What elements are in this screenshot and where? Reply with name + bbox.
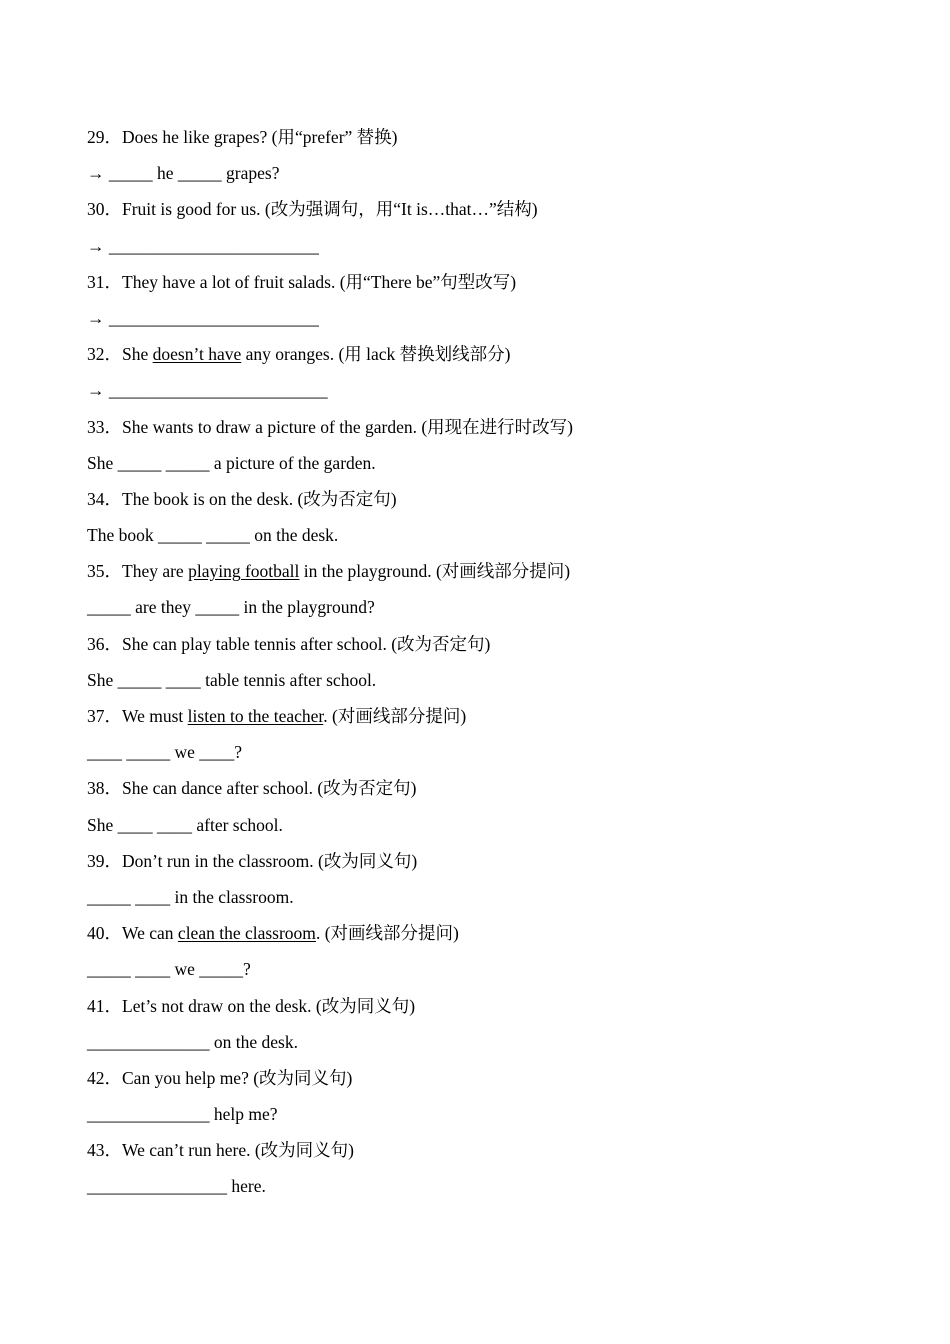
line-text: ____ _____ we ____? [87,742,243,763]
line-text: ______________ on the desk. [87,1031,298,1052]
answer-line [87,1027,887,1063]
underlined-phrase: listen to the teacher [187,706,324,726]
answer-line [87,665,887,701]
line-text: in the playground. (对画线部分提问) [299,561,571,582]
question-number: 34． [87,488,122,509]
question-number: 37． [87,706,122,726]
question-line [87,701,887,737]
question-line [87,991,887,1027]
line-text: any oranges. (用 lack 替换划线部分) [241,344,511,365]
question-line [87,846,887,882]
line-text: ______________ help me? [87,1104,278,1125]
line-text: She can dance after school. (改为否定句) [122,778,417,799]
question-number: 41． [87,995,122,1016]
line-text: → ________________________ [87,235,319,256]
question-number: 39． [87,850,122,871]
question-number: 43． [87,1140,122,1161]
line-text: . (对画线部分提问) [323,706,467,726]
line-text: ________________ here. [87,1176,266,1197]
answer-line [87,231,887,267]
line-text: She ____ ____ after school. [87,814,283,835]
question-line [87,918,887,954]
line-text: Fruit is good for us. (改为强调句，用“It is…that…”结构) [122,199,538,220]
question-number: 40． [87,923,122,944]
question-line [87,484,887,520]
question-number: 32． [87,344,122,365]
line-text: _____ ____ in the classroom. [87,886,294,907]
underlined-phrase: doesn’t have [152,344,242,365]
question-line [87,556,887,592]
worksheet [87,122,887,1208]
line-text: → ________________________ [87,307,319,328]
question-number: 42． [87,1067,122,1088]
line-text: → _________________________ [87,380,328,401]
question-line [87,773,887,809]
line-text: We must [122,706,188,726]
line-text: The book _____ _____ on the desk. [87,525,339,546]
question-line [87,1135,887,1171]
question-line [87,122,887,158]
answer-line [87,954,887,990]
line-text: → _____ he _____ grapes? [87,163,280,184]
question-number: 36． [87,633,122,654]
line-text: Let’s not draw on the desk. (改为同义句) [122,995,416,1016]
answer-line [87,592,887,628]
question-line [87,629,887,665]
question-line [87,1063,887,1099]
line-text: Don’t run in the classroom. (改为同义句) [122,850,418,871]
question-number: 30． [87,199,122,220]
line-text: Does he like grapes? (用“prefer” 替换) [122,127,398,147]
question-number: 38． [87,778,122,799]
line-text: _____ are they _____ in the playground? [87,597,375,618]
answer-line [87,520,887,556]
question-line [87,267,887,303]
line-text: She [122,344,153,365]
line-text: They are [122,561,189,582]
question-number: 35． [87,561,122,582]
answer-line [87,810,887,846]
line-text: . (对画线部分提问) [315,923,459,944]
answer-line [87,303,887,339]
answer-line [87,158,887,194]
answer-line [87,882,887,918]
question-number: 31． [87,271,122,292]
line-text: We can’t run here. (改为同义句) [122,1140,355,1161]
line-text: They have a lot of fruit salads. (用“There be”句型改写) [122,271,517,292]
answer-line [87,737,887,773]
question-number: 33． [87,416,122,437]
question-number: 29． [87,127,122,147]
answer-line [87,1099,887,1135]
underlined-phrase: playing football [188,561,300,582]
line-text: The book is on the desk. (改为否定句) [122,488,397,509]
line-text: Can you help me? (改为同义句) [122,1067,353,1088]
answer-line [87,448,887,484]
question-line [87,194,887,230]
question-line [87,412,887,448]
line-text: We can [122,923,178,944]
underlined-phrase: clean the classroom [177,923,316,944]
line-text: She can play table tennis after school. (改为否定句) [122,633,491,654]
line-text: She wants to draw a picture of the garden. (用现在进行时改写) [122,416,574,437]
line-text: She _____ _____ a picture of the garden. [87,452,376,473]
answer-line [87,375,887,411]
answer-line [87,1171,887,1207]
question-line [87,339,887,375]
line-text: She _____ ____ table tennis after school. [87,669,377,690]
line-text: _____ ____ we _____? [87,959,251,980]
